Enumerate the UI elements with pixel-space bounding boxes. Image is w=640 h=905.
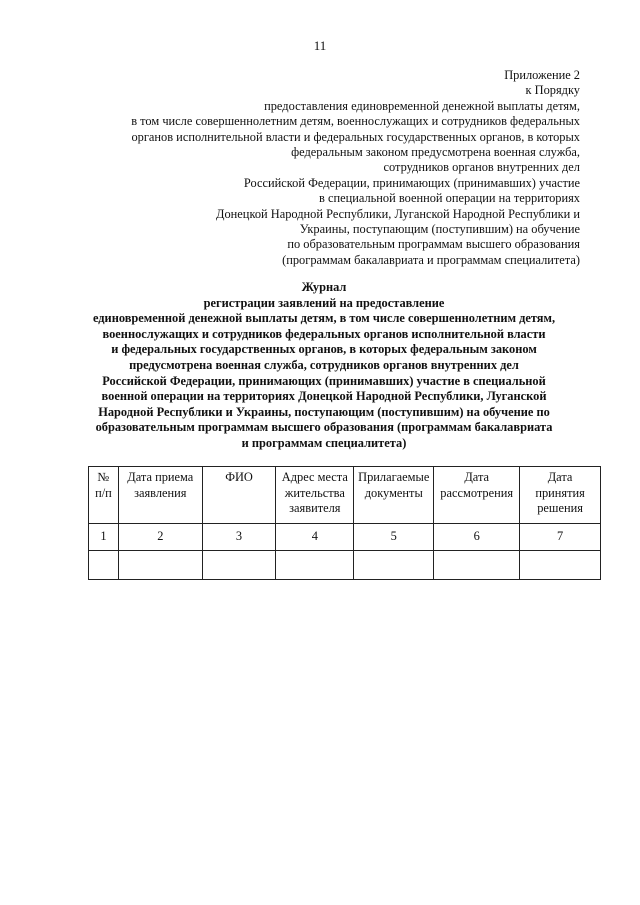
journal-title-line: военной операции на территориях Донецкой Народной Республики, Луганской xyxy=(101,389,547,404)
header-text: рассмотрения xyxy=(440,485,514,500)
header-text: Дата xyxy=(547,470,573,484)
annex-line: органов исполнительной власти и федеральных государственных органов, в которых xyxy=(131,129,580,144)
column-number-cell: 1 xyxy=(89,524,119,551)
annex-line: сотрудников органов внутренних дел xyxy=(383,160,580,175)
empty-cell xyxy=(520,551,601,580)
header-text: п/п xyxy=(95,485,112,500)
annex-line: (программам бакалавриата и программам специалитета) xyxy=(282,252,580,267)
header-text: заявления xyxy=(134,485,187,500)
annex-line: Российской Федерации, принимающих (принимавших) участие xyxy=(243,175,580,190)
header-cell-full-name xyxy=(202,467,276,524)
annex-line: федеральным законом предусмотрена военная служба, xyxy=(291,145,580,160)
empty-cell xyxy=(202,551,276,580)
empty-cell xyxy=(118,551,202,580)
header-text: решения xyxy=(537,501,583,515)
page-number: 11 xyxy=(313,38,327,53)
header-cell-review-date xyxy=(434,467,520,524)
header-text: Прилагаемые xyxy=(358,470,430,484)
column-number-cell: 4 xyxy=(276,524,354,551)
registration-table xyxy=(88,466,601,580)
annex-line: по образовательным программам высшего образования xyxy=(287,237,580,252)
column-number-cell: 5 xyxy=(354,524,434,551)
header-text: Адрес места xyxy=(281,470,348,484)
journal-title-line: Российской Федерации, принимающих (принимавших) участие в специальной xyxy=(102,373,546,388)
annex-header xyxy=(20,68,580,268)
header-text: жительства xyxy=(284,485,345,500)
journal-title-line: единовременной денежной выплаты детям, в том числе совершеннолетним детям, xyxy=(92,311,556,326)
journal-title-line: образовательным программам высшего образования (программам бакалавриата xyxy=(95,420,553,435)
empty-cell xyxy=(434,551,520,580)
header-text: принятия xyxy=(535,485,585,500)
annex-line: в специальной военной операции на территориях xyxy=(319,191,580,206)
column-number-cell: 6 xyxy=(434,524,520,551)
header-text: Дата xyxy=(464,470,490,484)
empty-cell xyxy=(89,551,119,580)
header-text: заявителя xyxy=(289,501,341,515)
annex-line: предоставления единовременной денежной выплаты детям, xyxy=(264,98,580,113)
column-number-row xyxy=(89,524,601,551)
table-header-row xyxy=(89,467,601,524)
header-text: ФИО xyxy=(225,470,253,484)
column-number-cell: 7 xyxy=(520,524,601,551)
empty-entry-row xyxy=(89,551,601,580)
header-cell-receipt-date xyxy=(118,467,202,524)
annex-line: Украины, поступающим (поступившим) на обучение xyxy=(299,222,580,237)
journal-title-line: Народной Республики и Украины, поступающим (поступившим) на обучение по xyxy=(98,404,550,419)
header-cell-decision-date xyxy=(520,467,601,524)
empty-cell xyxy=(354,551,434,580)
journal-title-line: и программам специалитета) xyxy=(241,435,407,450)
journal-title-line: и федеральных государственных органов, в которых федеральным законом xyxy=(111,342,537,357)
journal-title-line: регистрации заявлений на предоставление xyxy=(203,295,445,310)
annex-line: в том числе совершеннолетним детям, военнослужащих и сотрудников федеральных xyxy=(131,114,580,129)
header-text: документы xyxy=(364,485,423,500)
header-cell-address xyxy=(276,467,354,524)
column-number-cell: 3 xyxy=(202,524,276,551)
journal-title-line: военнослужащих и сотрудников федеральных органов исполнительной власти xyxy=(102,326,546,341)
journal-title xyxy=(40,280,608,452)
header-text: Дата приема xyxy=(127,470,194,484)
annex-line: к Порядку xyxy=(525,83,580,98)
header-text: № xyxy=(97,470,110,484)
column-number-cell: 2 xyxy=(118,524,202,551)
journal-title-line: Журнал xyxy=(301,280,347,294)
header-cell-attached-documents xyxy=(354,467,434,524)
annex-line: Приложение 2 xyxy=(504,68,580,82)
journal-title-line: предусмотрена военная служба, сотрудников органов внутренних дел xyxy=(129,357,519,372)
empty-cell xyxy=(276,551,354,580)
header-cell-number xyxy=(89,467,119,524)
annex-line: Донецкой Народной Республики, Луганской Народной Республики и xyxy=(216,206,580,221)
